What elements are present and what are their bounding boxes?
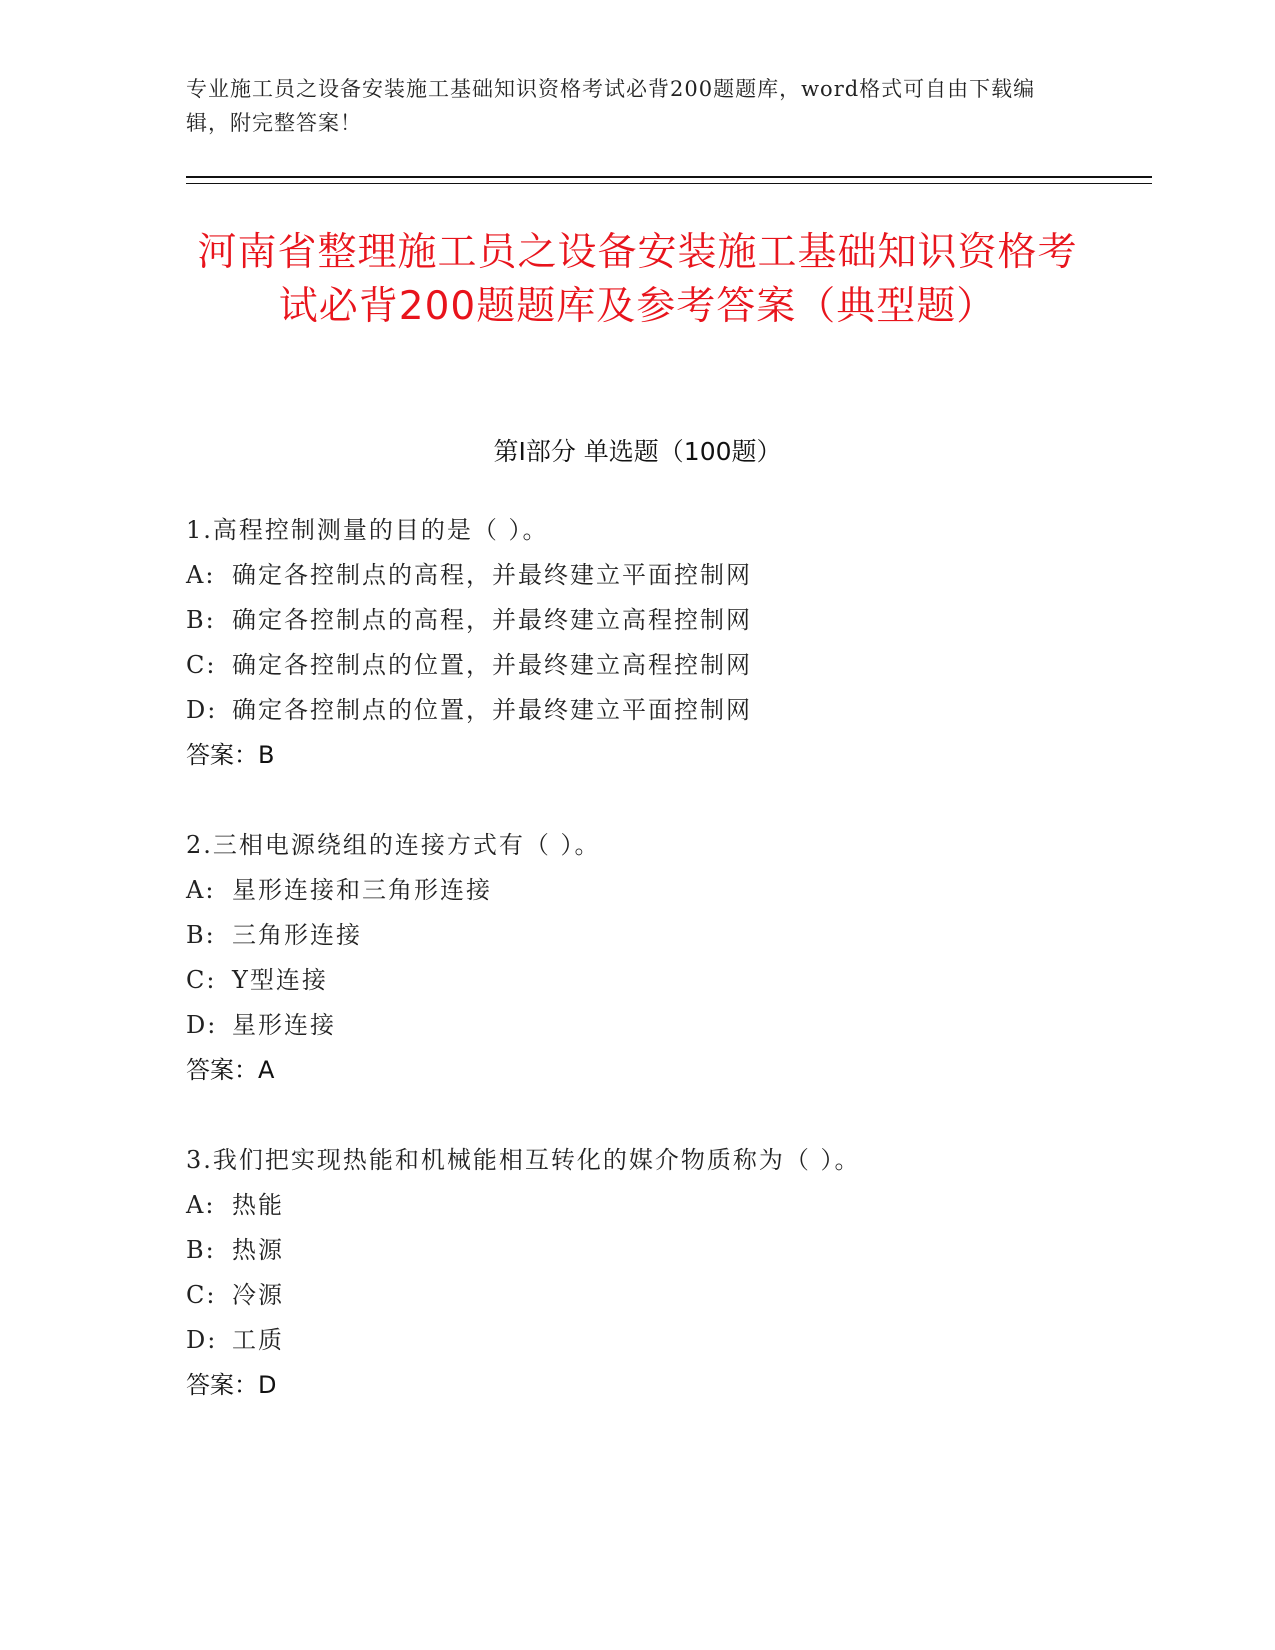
option-text: 热能 bbox=[232, 1191, 284, 1219]
option-text: Y型连接 bbox=[232, 966, 328, 994]
option-b bbox=[186, 1228, 1086, 1273]
question-2 bbox=[186, 823, 1086, 1093]
option-text: 确定各控制点的高程，并最终建立高程控制网 bbox=[232, 606, 752, 634]
option-c bbox=[186, 1273, 1086, 1318]
option-key: A: bbox=[186, 876, 216, 904]
option-text: 确定各控制点的位置，并最终建立平面控制网 bbox=[232, 696, 752, 724]
option-d bbox=[186, 1003, 1086, 1048]
header-divider-thick bbox=[186, 176, 1152, 178]
option-text: 确定各控制点的高程，并最终建立平面控制网 bbox=[232, 561, 752, 589]
option-c bbox=[186, 958, 1086, 1003]
header-divider-thin bbox=[186, 183, 1152, 184]
document-title: 河南省整理施工员之设备安装施工基础知识资格考试必背200题题库及参考答案（典型题） bbox=[197, 230, 1078, 329]
option-key: A: bbox=[186, 1191, 216, 1219]
option-text: 三角形连接 bbox=[232, 921, 362, 949]
option-key: B: bbox=[186, 1236, 216, 1264]
option-text: 冷源 bbox=[232, 1281, 284, 1309]
option-key: C: bbox=[186, 966, 217, 994]
question-stem: 2.三相电源绕组的连接方式有（ ）。 bbox=[186, 831, 601, 859]
option-a bbox=[186, 553, 1086, 598]
answer-line: 答案：B bbox=[186, 741, 275, 769]
answer-line: 答案：A bbox=[186, 1056, 275, 1084]
option-a bbox=[186, 1183, 1086, 1228]
question-3 bbox=[186, 1138, 1086, 1408]
question-stem: 1.高程控制测量的目的是（ ）。 bbox=[186, 516, 549, 544]
option-key: C: bbox=[186, 651, 217, 679]
option-text: 确定各控制点的位置，并最终建立高程控制网 bbox=[232, 651, 752, 679]
option-d bbox=[186, 1318, 1086, 1363]
option-text: 星形连接和三角形连接 bbox=[232, 876, 492, 904]
option-b bbox=[186, 598, 1086, 643]
option-c bbox=[186, 643, 1086, 688]
question-stem: 3.我们把实现热能和机械能相互转化的媒介物质称为（ ）。 bbox=[186, 1146, 861, 1174]
option-key: A: bbox=[186, 561, 216, 589]
option-text: 星形连接 bbox=[232, 1011, 336, 1039]
question-1 bbox=[186, 508, 1086, 778]
option-key: D: bbox=[186, 1011, 218, 1039]
answer-line: 答案：D bbox=[186, 1371, 277, 1399]
option-key: B: bbox=[186, 606, 216, 634]
option-key: B: bbox=[186, 921, 216, 949]
option-b bbox=[186, 913, 1086, 958]
header-note: 专业施工员之设备安装施工基础知识资格考试必背200题题库，word格式可自由下载编辑，附完整答案！ bbox=[186, 77, 1036, 135]
option-text: 热源 bbox=[232, 1236, 284, 1264]
option-text: 工质 bbox=[232, 1326, 284, 1354]
option-key: D: bbox=[186, 1326, 218, 1354]
option-key: C: bbox=[186, 1281, 217, 1309]
option-a bbox=[186, 868, 1086, 913]
option-d bbox=[186, 688, 1086, 733]
option-key: D: bbox=[186, 696, 218, 724]
section-title: 第Ⅰ部分 单选题（100题） bbox=[493, 437, 782, 466]
